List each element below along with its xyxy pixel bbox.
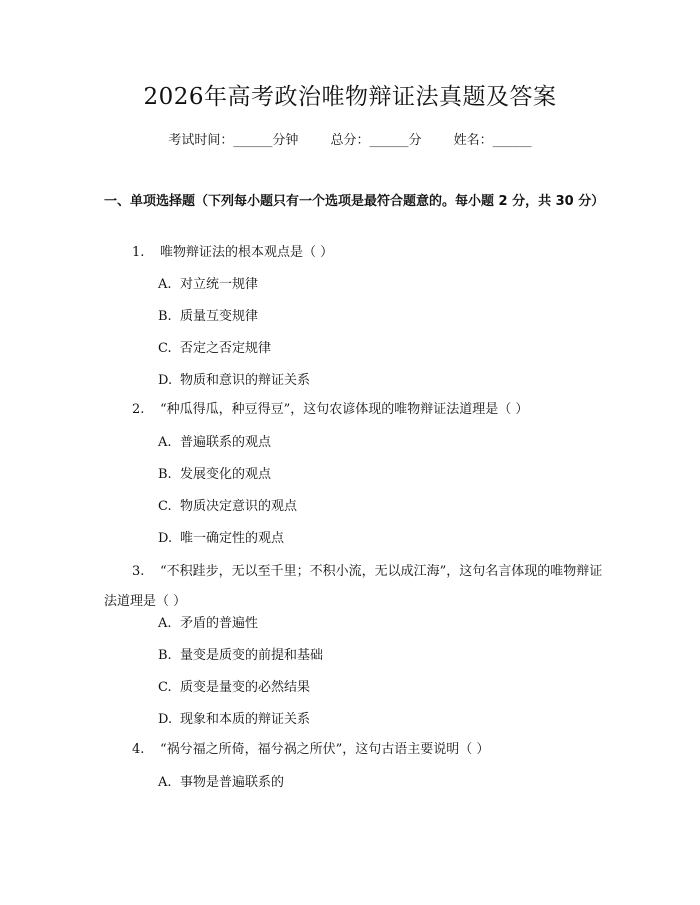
option [158,371,310,391]
option-letter: B. [158,648,172,663]
option-letter: A. [158,616,172,631]
student-name-field: 姓名：______ [453,133,532,148]
option-text: 事物是普遍联系的 [180,775,285,790]
option-text: 发展变化的观点 [180,467,272,482]
option-text: 普遍联系的观点 [180,435,272,450]
option-letter: A. [158,775,172,790]
option-text: 物质决定意识的观点 [180,499,298,514]
option [158,307,258,327]
question-number: 2. [132,402,145,417]
option-text: 物质和意识的辩证关系 [180,373,311,388]
option-text: 量变是质变的前提和基础 [180,648,324,663]
option-text: 否定之否定规律 [180,341,272,356]
option [158,465,271,485]
option [158,529,284,549]
option [158,773,284,793]
option-letter: C. [158,680,172,695]
option-letter: D. [158,373,173,388]
question-text: “种瓜得瓜，种豆得豆”，这句农谚体现的唯物辩证法道理是（ ） [160,402,529,417]
option-text: 现象和本质的辩证关系 [180,712,311,727]
exam-info-line [0,130,700,152]
option-letter: A. [158,435,172,450]
option-letter: B. [158,467,172,482]
option-text: 唯一确定性的观点 [180,531,285,546]
question-text: 唯物辩证法的根本观点是（ ） [160,245,334,260]
question-text: “不积跬步，无以至千里；不积小流，无以成江海”，这句名言体现的唯物辩证法道理是（ ） [104,564,603,609]
option [158,339,271,359]
question-2 [132,395,602,425]
question-4 [132,735,602,765]
option-letter: D. [158,712,173,727]
option [158,710,310,730]
option [158,646,323,666]
option-letter: A. [158,277,172,292]
option-letter: D. [158,531,173,546]
option-letter: C. [158,341,172,356]
question-number: 3. [132,564,145,579]
question-number: 4. [132,742,145,757]
option-text: 质变是量变的必然结果 [180,680,311,695]
option-letter: C. [158,499,172,514]
question-number: 1. [132,245,145,260]
page-title: 2026年高考政治唯物辩证法真题及答案 [143,84,557,110]
option-text: 矛盾的普遍性 [180,616,259,631]
option [158,497,297,517]
section-heading: 一、单项选择题（下列每小题只有一个选项是最符合题意的。每小题 2 分，共 30 分） [104,194,605,209]
option-letter: B. [158,309,172,324]
option [158,678,310,698]
question-text: “祸兮福之所倚，福兮祸之所伏”，这句古语主要说明（ ） [160,742,490,757]
option-text: 质量互变规律 [180,309,259,324]
option-text: 对立统一规律 [180,277,259,292]
question-3 [104,557,604,617]
option [158,433,271,453]
question-1 [132,238,602,268]
total-score-field: 总分：______分 [330,133,422,148]
option [158,614,258,634]
exam-time-field: 考试时间：______分钟 [168,133,299,148]
option [158,275,258,295]
